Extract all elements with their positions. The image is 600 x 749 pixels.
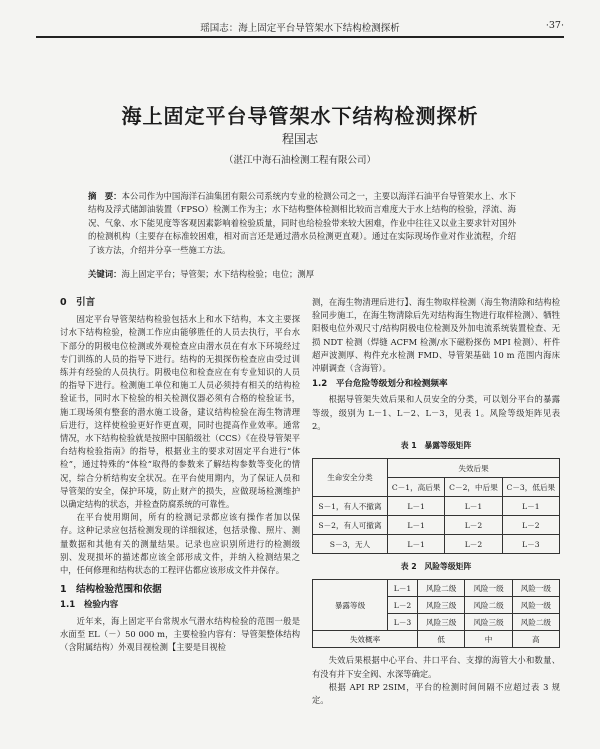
table2-caption: 表 2 风险等级矩阵 xyxy=(400,562,472,572)
author-name: 程国志 xyxy=(281,132,318,146)
table1-col-header: C－1，高后果 xyxy=(388,478,445,497)
table2-cell: 风险二级 xyxy=(465,597,512,614)
table2-cell: 风险二级 xyxy=(418,580,465,597)
running-header xyxy=(36,20,564,38)
table1-cell: L－1 xyxy=(388,535,445,554)
article-title: 海上固定平台导管架水下结构检测探析 xyxy=(121,104,479,128)
table2-level: L－2 xyxy=(388,597,418,614)
table2-cell: 风险三级 xyxy=(418,614,465,631)
table2-footer-cell: 低 xyxy=(418,631,465,648)
table1-cell: L－1 xyxy=(388,516,445,535)
table2-cell: 风险三级 xyxy=(465,614,512,631)
keywords-text: 海上固定平台；导管架；水下结构检验；电位；测厚 xyxy=(121,269,315,279)
content-paragraph: 近年来，海上固定平台常规水气潜水结构检验的范围一般是水面至 EL（－）50 000 m，主要检验内容有：导管架整体结构（含附属结构）外观目视检测【主要是目视检 xyxy=(60,615,300,653)
table2-footer-label: 失效概率 xyxy=(313,631,418,648)
running-title: 瑶国志：海上固定平台导管架水下结构检测探析 xyxy=(200,23,400,34)
table1-col-group-header: 失效后果 xyxy=(388,459,560,478)
table1-cell: L－2 xyxy=(502,516,559,535)
table2-cell: 风险一级 xyxy=(512,580,559,597)
after-table-paragraph-1: 失效后果根据中心平台、井口平台、支撑的海管大小和数量、有没有并下安全阀、水深等确定。 xyxy=(312,655,560,679)
table1-cell: L－3 xyxy=(502,535,559,554)
table2-cell: 风险一级 xyxy=(512,597,559,614)
author-affiliation: （湛江中海石油检测工程有限公司） xyxy=(223,155,376,166)
table2-footer-cell: 高 xyxy=(512,631,559,648)
table2-row-group-header: 暴露等级 xyxy=(313,580,388,631)
table1-cell: L－2 xyxy=(445,516,502,535)
table2-cell: 风险一级 xyxy=(465,580,512,597)
table1-caption: 表 1 暴露等级矩阵 xyxy=(400,441,472,451)
intro-paragraph-1: 固定平台导管架结构检验包括水上和水下结构，本文主要探讨水下结构检验，检测工作应由能够胜任的人员去执行，平台水下部分的阴极电位检测或外观检查应由潜水员在有水下环境经过专门训练的人员的指导下进行。结构的无损探伤检查应由受过训练并有经验的人员执行。阴极电位和检查应在有专业知识的人员的指导下进行。检测施工单位和施工人员必须持有相关的结构检验证书，同时水下检验的相关检测仪器必须有合格的检验证书，施工现场须有整套的潜水施工设备，建议结构检验在海生物清理后进行，这样使检验更好作更直观，同时也提高作业效率。通常情况，水下结构检验就是按照中国船级社（CCS）《在役导管架平台结构检验指南》的指导，根据业主的要求对固定平台进行“体检”，通过特殊的“体检”取得的参数来了解结构参数等变化的情况，综合分析结构安全状况。在平台使用期内，为了保证人员和导管架的安全，保护环境，防止财产的损失，应做现场检测维护以确定结构的状态，并检查防腐系统的可靠性。 xyxy=(60,314,300,510)
table1-cell: L－1 xyxy=(502,497,559,516)
abstract-label: 摘 要： xyxy=(88,191,122,201)
table1-cell: L－2 xyxy=(445,535,502,554)
table1-row-label: S－2，有人可撤离 xyxy=(313,516,388,535)
abstract xyxy=(88,190,516,257)
table2-cell: 风险二级 xyxy=(512,614,559,631)
subsection-heading-risk: 1.2 平台危险等级划分和检测频率 xyxy=(312,379,448,390)
risk-matrix-table xyxy=(312,579,560,648)
table1-row-label: S－1，有人不撤离 xyxy=(313,497,388,516)
table2-footer-cell: 中 xyxy=(465,631,512,648)
table1-row-group-header: 生命安全分类 xyxy=(313,459,388,497)
table2-level: L－3 xyxy=(388,614,418,631)
section-heading-scope: 1 结构检验范围和依据 xyxy=(60,584,162,596)
table2-level: L－1 xyxy=(388,580,418,597)
table2-cell: 风险三级 xyxy=(418,597,465,614)
abstract-text: 本公司作为中国海洋石油集团有限公司系统内专业的检测公司之一，主要以海洋石油平台导管架水上、水下结构及浮式储卸油装置（FPSO）检测工作为主；水下结构整体检测相比较而言难度大于水上结构的检验，浮流、海况、气象、水下能见度等客观因素影响着检验质量，同时也给检验带来较大困难，作业中往往又以业主要求针对国外的检测机构（主要存在标准较困难，相对而言还是通过潜水员检测更直观）。通过在实际现场作业对作业流程，介绍了该方法，介绍并分享一些施工方法。 xyxy=(88,191,517,255)
keywords-label: 关键词： xyxy=(88,269,122,279)
risk-paragraph: 根据导管架失效后果和人员安全的分类，可以划分平台的暴露等级，级别为 L－1、L－2、L－3，见表 1。风险等级矩阵见表 2。 xyxy=(312,394,560,431)
exposure-matrix-table xyxy=(312,458,560,554)
subsection-heading-content: 1.1 检验内容 xyxy=(60,600,119,611)
after-table-paragraph-2: 根据 API RP 2SIM，平台的检测时间间隔不应超过表 3 规定。 xyxy=(312,681,560,706)
keywords xyxy=(88,268,516,281)
table1-cell: L－1 xyxy=(388,497,445,516)
table1-row-label: S－3，无人 xyxy=(313,535,388,554)
left-column xyxy=(60,296,300,654)
section-heading-introduction: 0 引言 xyxy=(60,297,96,308)
table1-cell: L－1 xyxy=(445,497,502,516)
continued-paragraph: 测，在海生物清理后进行】、海生物取样检测（海生物清除和结构检验同步施工，在海生物清除后先对结构海生物进行取样检测）、牺牲阳极电位外观尺寸/结构阴极电位检测及外加电流系统装置检查、无损 NDT 检测（焊缝 ACFM 检测/水下磁粉探伤 MPI 检测）、杆件超声波测厚、构件充水检测 FMD、导管架基础 10 m 范围内海床冲刷调查（含海管）。 xyxy=(312,297,560,374)
page-number: ·37· xyxy=(545,20,564,31)
intro-paragraph-2: 在平台使用期间，所有的检测记录都应该有操作者加以保存。这种记录应包括检测发现的详细叙述，包括录像、照片、测量数据和其他有关的测量结果。记录也应识别所进行的检测级别、发现损坏的描述都应该全部形成文件，并纳入检测结果之中，任何修理和结构状态的工程评估都应该形成文件并保存。 xyxy=(60,512,300,576)
table1-col-header: C－3，低后果 xyxy=(502,478,559,497)
table1-col-header: C－2，中后果 xyxy=(445,478,502,497)
right-column xyxy=(312,296,560,707)
